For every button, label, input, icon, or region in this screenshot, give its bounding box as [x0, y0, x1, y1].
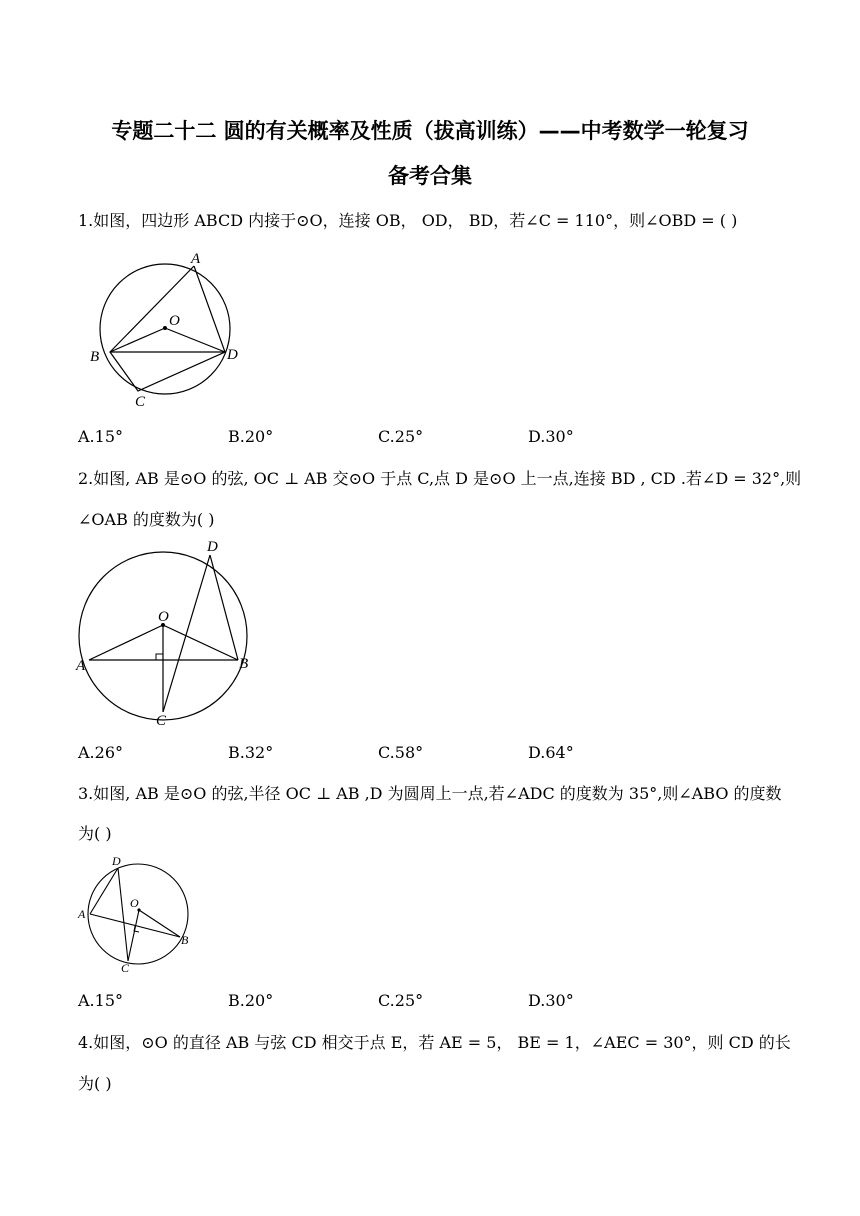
label-b: B	[239, 656, 249, 672]
center-point	[163, 326, 167, 330]
segment-oc	[128, 910, 139, 961]
label-a: A	[191, 251, 201, 267]
question-4-text-line-2: 为( )	[78, 1074, 112, 1093]
question-3-text-line-2: 为( )	[78, 824, 112, 843]
question-3-figure	[78, 852, 203, 977]
option-a[interactable]: A.15°	[78, 991, 123, 1010]
label-b: B	[181, 933, 189, 947]
segment-dc	[163, 555, 210, 712]
option-c[interactable]: C.25°	[378, 427, 424, 446]
segment-ob	[139, 910, 180, 937]
label-d: D	[227, 347, 238, 363]
label-d: D	[207, 539, 218, 555]
label-c: C	[135, 394, 146, 410]
option-c[interactable]: C.58°	[378, 743, 424, 762]
segment-od	[165, 328, 225, 352]
page-title-continued: 备考合集	[388, 164, 472, 188]
question-2-text-line-2: ∠OAB 的度数为( )	[78, 510, 215, 529]
question-2-figure	[76, 538, 266, 728]
chord-ab	[90, 914, 180, 937]
option-c[interactable]: C.25°	[378, 991, 424, 1010]
option-b[interactable]: B.20°	[228, 427, 274, 446]
question-1-figure	[82, 248, 252, 413]
question-3-text-line-1: 3.如图, AB 是⊙O 的弦,半径 OC ⊥ AB ,D 为圆周上一点,若∠ADC 的度数为 35°,则∠ABO 的度数	[78, 784, 782, 803]
question-1-options	[78, 427, 788, 447]
question-4-text-line-1: 4.如图，⊙O 的直径 AB 与弦 CD 相交于点 E，若 AE = 5， BE = 1，∠AEC = 30°，则 CD 的长	[78, 1033, 791, 1052]
right-angle-mark	[134, 926, 139, 932]
option-b[interactable]: B.20°	[228, 991, 274, 1010]
label-c: C	[121, 961, 130, 975]
label-o: O	[130, 896, 139, 910]
question-2-options	[78, 743, 788, 763]
segment-oa	[89, 625, 163, 660]
segment-ob	[163, 625, 238, 660]
option-a[interactable]: A.26°	[78, 743, 123, 762]
segment-db	[210, 555, 238, 660]
option-b[interactable]: B.32°	[228, 743, 274, 762]
option-a[interactable]: A.15°	[78, 427, 123, 446]
label-a: A	[78, 907, 86, 921]
right-angle-mark	[156, 654, 163, 660]
label-b: B	[90, 349, 100, 365]
question-2-text-line-1: 2.如图, AB 是⊙O 的弦, OC ⊥ AB 交⊙O 于点 C,点 D 是⊙O 上一点,连接 BD , CD .若∠D = 32°,则	[78, 469, 802, 488]
label-c: C	[156, 713, 167, 729]
label-d: D	[112, 854, 121, 868]
label-o: O	[158, 609, 169, 625]
option-d[interactable]: D.64°	[528, 743, 574, 762]
option-d[interactable]: D.30°	[528, 991, 574, 1010]
label-a: A	[76, 658, 86, 674]
segment-ob	[110, 328, 165, 352]
question-1-text: 1.如图，四边形 ABCD 内接于⊙O，连接 OB， OD， BD，若∠C = 110°，则∠OBD = ( )	[78, 211, 738, 230]
option-d[interactable]: D.30°	[528, 427, 574, 446]
page-title: 专题二十二 圆的有关概率及性质（拔高训练）——中考数学一轮复习	[111, 119, 749, 143]
label-o: O	[169, 313, 180, 329]
segment-dc	[118, 868, 128, 961]
question-3-options	[78, 991, 788, 1011]
